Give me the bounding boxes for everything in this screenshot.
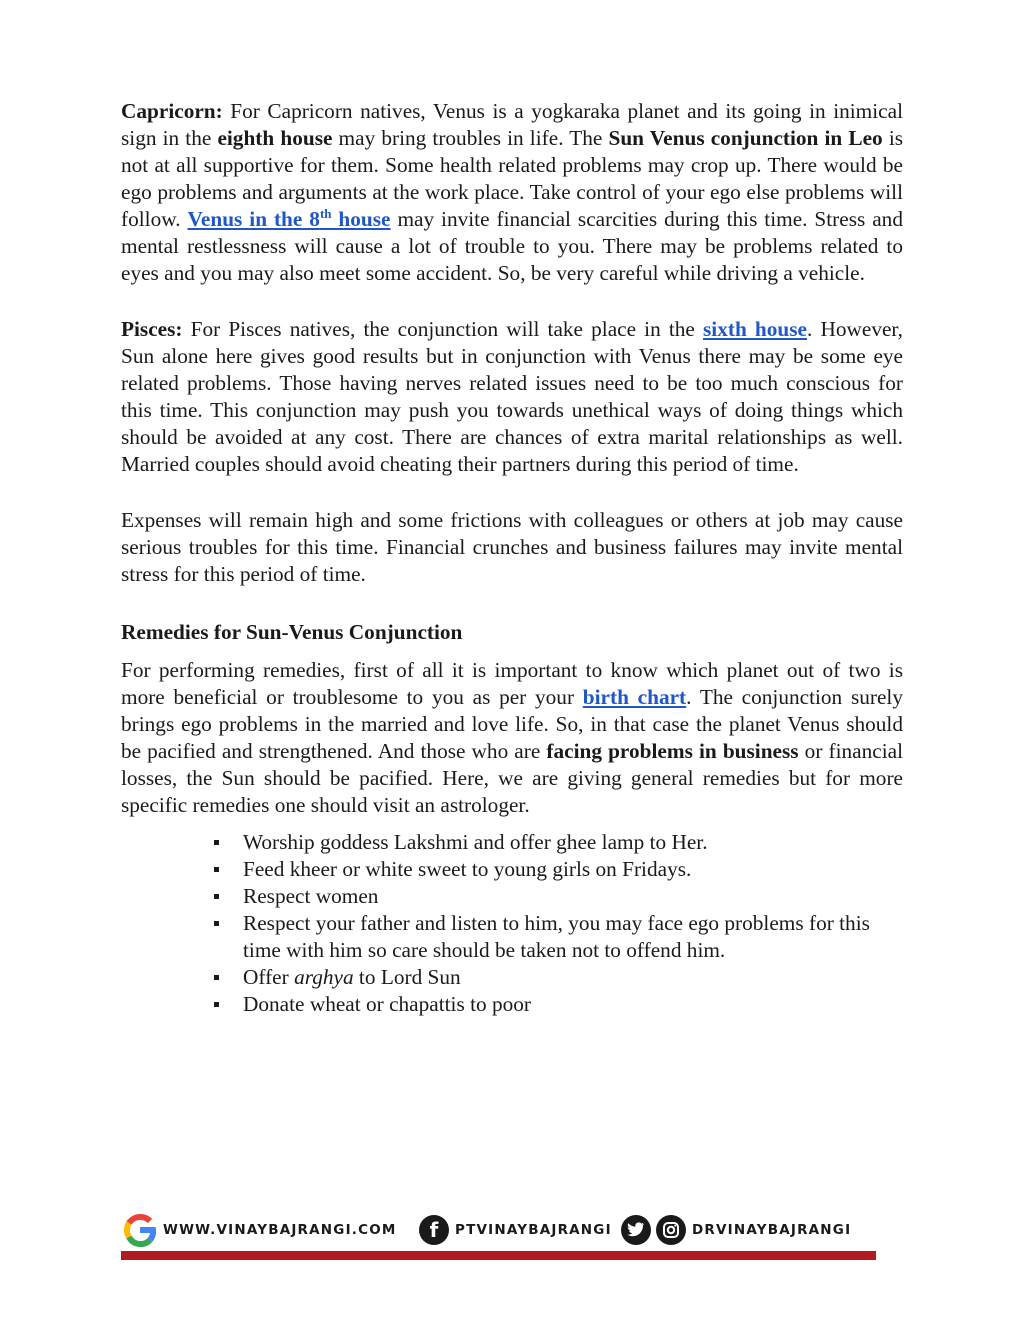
social-text: DRVINAYBAJRANGI bbox=[692, 1222, 852, 1238]
text-run: may invite financial scarcities during this time. Stress and mental restlessness will cause a lot of trouble to you. There may be problems related to eyes and you may also meet some accident. So, be very careful while driving a vehicle. bbox=[121, 207, 903, 285]
pisces-label: Pisces: bbox=[121, 317, 183, 341]
capricorn-paragraph bbox=[121, 98, 903, 287]
text-run: may bring troubles in life. The bbox=[332, 126, 609, 150]
bold-run: facing problems in business bbox=[546, 739, 799, 763]
footer-facebook[interactable] bbox=[419, 1214, 612, 1246]
text-run: For Pisces natives, the conjunction will take place in the bbox=[182, 317, 704, 341]
bullet-icon bbox=[214, 921, 219, 926]
instagram-icon bbox=[656, 1215, 686, 1245]
website-text: WWW.VINAYBAJRANGI.COM bbox=[163, 1222, 397, 1238]
google-icon bbox=[123, 1213, 157, 1247]
facebook-icon: f bbox=[419, 1215, 449, 1245]
pisces-paragraph bbox=[121, 316, 903, 478]
text-run: For performing remedies, first of all it is important to know which planet out of two is more beneficial or troublesome to you as per your bbox=[121, 658, 903, 709]
twitter-icon bbox=[621, 1215, 651, 1245]
list-item: Respect women bbox=[214, 883, 903, 910]
sixth-house-link[interactable]: sixth house bbox=[703, 317, 808, 341]
remedies-heading: Remedies for Sun-Venus Conjunction bbox=[121, 620, 463, 644]
footer-social[interactable] bbox=[621, 1214, 851, 1246]
bullet-icon bbox=[214, 975, 219, 980]
list-item: Respect your father and listen to him, you may face ego problems for this time with him so care should be taken not to offend him. bbox=[214, 910, 903, 964]
text-run: or financial losses, the Sun should be pacified. Here, we are giving general remedies but for more specific remedies one should visit an astrologer. bbox=[121, 739, 904, 817]
expenses-paragraph: Expenses will remain high and some frictions with colleagues or others at job may cause serious troubles for this time. Financial crunches and business failures may invite mental stress for this period of time. bbox=[121, 508, 903, 586]
text-run: is not at all supportive for them. Some health related problems may crop up. There would be ego problems and arguments at the work place. Take control of your ego else problems will follow. bbox=[121, 126, 904, 231]
list-item: Offer arghya to Lord Sun bbox=[214, 964, 903, 991]
birth-chart-link[interactable]: birth chart bbox=[582, 685, 687, 709]
bold-run: Sun Venus conjunction in Leo bbox=[608, 126, 883, 150]
document-page bbox=[121, 98, 903, 1018]
facebook-text: PTVINAYBAJRANGI bbox=[455, 1222, 612, 1238]
bullet-icon bbox=[214, 1002, 219, 1007]
capricorn-label: Capricorn: bbox=[121, 99, 223, 123]
list-item: Donate wheat or chapattis to poor bbox=[214, 991, 903, 1018]
footer-website[interactable] bbox=[123, 1214, 397, 1246]
venus-8th-house-link[interactable]: Venus in the 8th house bbox=[187, 205, 391, 231]
list-item: Worship goddess Lakshmi and offer ghee lamp to Her. bbox=[214, 829, 903, 856]
remedies-list bbox=[121, 829, 903, 1018]
text-run: . The conjunction surely brings ego problems in the married and love life. So, in that case the planet Venus should be pacified and strengthened. And those who are bbox=[121, 685, 903, 763]
text-run: . However, Sun alone here gives good results but in conjunction with Venus there may be some eye related problems. Those having nerves related issues need to be too much conscious for this time. This conjunction may push you towards unethical ways of doing things which should be avoided at any cost. There are chances of extra marital relationships as well. Married couples should avoid cheating their partners during this period of time. bbox=[121, 317, 903, 476]
list-item: Feed kheer or white sweet to young girls on Fridays. bbox=[214, 856, 903, 883]
footer-bar bbox=[121, 1251, 876, 1260]
bullet-icon bbox=[214, 840, 219, 845]
bold-run: eighth house bbox=[217, 126, 333, 150]
bullet-icon bbox=[214, 867, 219, 872]
footer bbox=[121, 1214, 876, 1262]
bullet-icon bbox=[214, 894, 219, 899]
remedies-paragraph bbox=[121, 657, 903, 819]
text-run: For Capricorn natives, Venus is a yogkaraka planet and its going in inimical sign in the bbox=[121, 99, 903, 150]
